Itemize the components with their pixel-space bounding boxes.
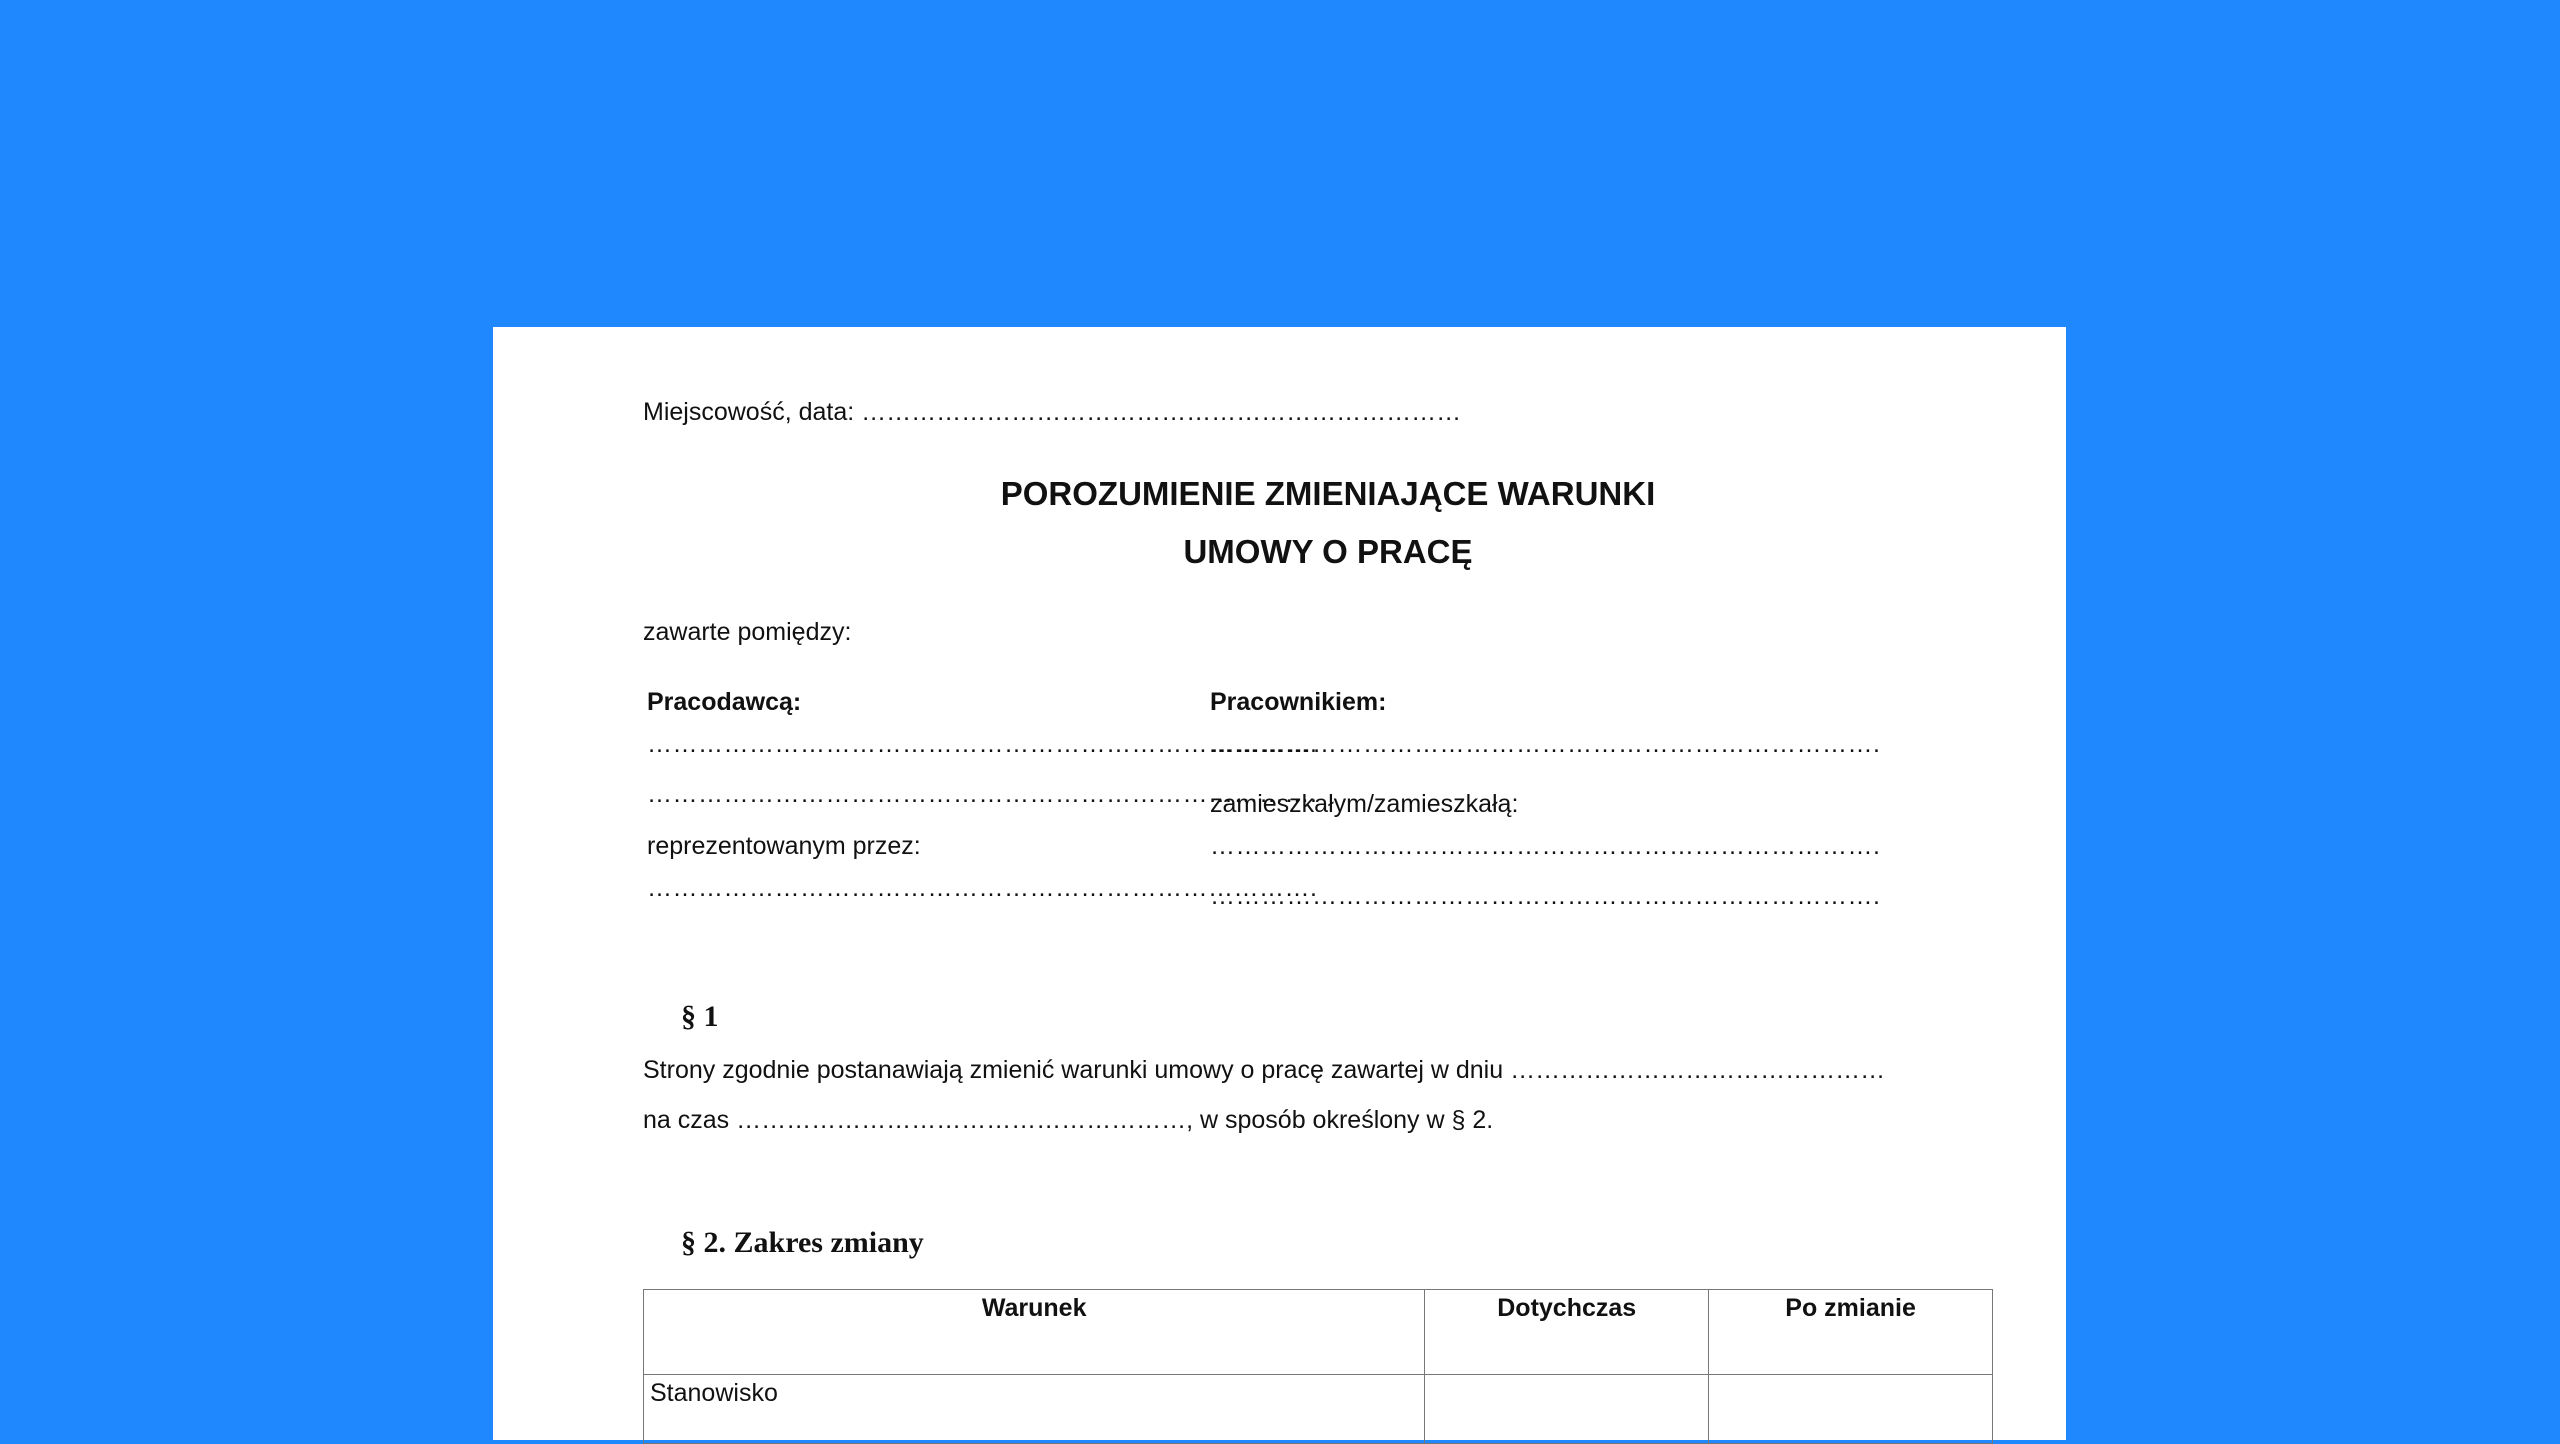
employee-block (1210, 685, 1881, 921)
between-text: zawarte pomiędzy: (643, 618, 852, 646)
residence-label: zamieszkałym/zamieszkałą: (1210, 790, 1519, 818)
residence-field-2: ……………………………………………………………………. (1210, 882, 1881, 910)
employer-address-field: ……………………………………………………………………. (647, 780, 1318, 808)
header-after: Po zmianie (1709, 1290, 1993, 1375)
parties-section (643, 685, 1993, 921)
cell-after (1709, 1375, 1993, 1444)
employer-name-field: ……………………………………………………………………. (647, 730, 1318, 758)
header-condition: Warunek (644, 1290, 1425, 1375)
employer-label: Pracodawcą: (647, 688, 802, 716)
cell-before (1425, 1375, 1709, 1444)
changes-table (643, 1289, 1993, 1444)
representative-field: ……………………………………………………………………. (647, 874, 1318, 902)
section-1-heading: § 1 (681, 1000, 719, 1033)
section-2-heading: § 2. Zakres zmiany (681, 1226, 924, 1259)
table-row (644, 1375, 1993, 1444)
header-before: Dotychczas (1425, 1290, 1709, 1375)
title-line-2: UMOWY O PRACĘ (1183, 533, 1473, 570)
table-header-row (644, 1290, 1993, 1375)
represented-by-label: reprezentowanym przez: (647, 832, 921, 860)
title-line-1: POROZUMIENIE ZMIENIAJĄCE WARUNKI (1000, 475, 1656, 512)
residence-field-1: ……………………………………………………………………. (1210, 832, 1881, 860)
cell-condition: Stanowisko (644, 1375, 1425, 1444)
document-content (643, 395, 1993, 1444)
employee-label: Pracownikiem: (1210, 688, 1387, 716)
document-page (493, 327, 2066, 1440)
employee-name-field: ……………………………………………………………………. (1210, 730, 1881, 758)
section-1-text: Strony zgodnie postanawiają zmienić warunki umowy o pracę zawartej w dniu ……………………………………… na czas ………………………………………………, w sposób określony w § 2. (643, 1056, 1886, 1134)
document-title (643, 465, 1993, 581)
place-date-line: Miejscowość, data: ……………………………………………………………… (643, 398, 1462, 426)
